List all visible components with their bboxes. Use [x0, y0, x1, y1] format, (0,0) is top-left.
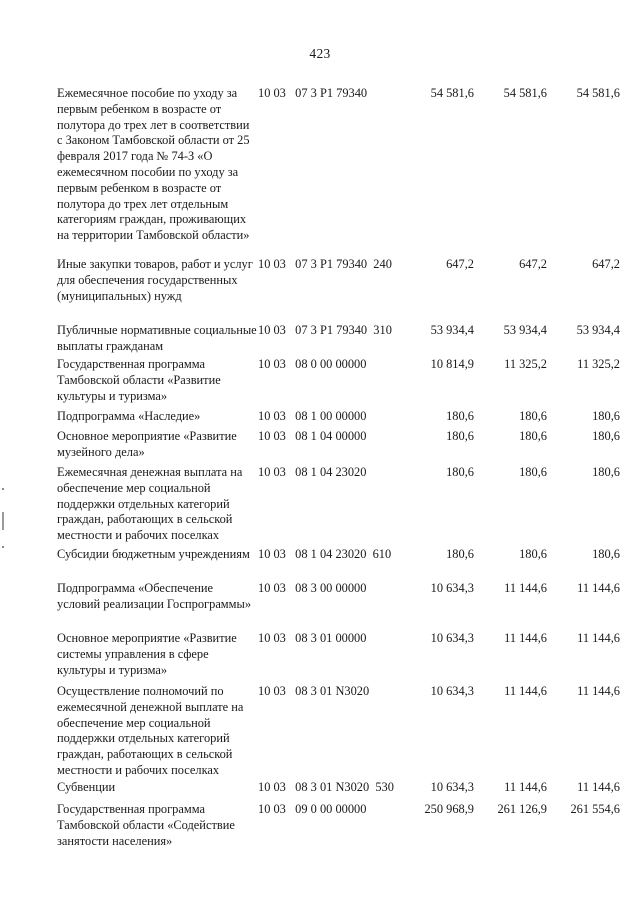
row-value-2: 180,6: [519, 465, 547, 479]
row-value-2: 11 144,6: [504, 581, 547, 595]
row-code: 10 03 08 1 04 23020: [258, 465, 367, 479]
table-row: [0, 357, 640, 409]
row-code: 10 03 08 1 00 00000: [258, 409, 367, 423]
row-value-1: 54 581,6: [430, 86, 474, 100]
row-code: 10 03 08 0 00 00000: [258, 357, 367, 371]
row-name: Осуществление полномочий по ежемесячной денежной выплате на обеспечение мер социальной поддержки отдельных категорий граждан, работающих в сельской местности и рабочих поселках: [57, 684, 244, 777]
row-value-3: 261 554,6: [570, 802, 620, 816]
row-value-3: 11 144,6: [577, 631, 620, 645]
row-value-2: 11 144,6: [504, 631, 547, 645]
table-row: [0, 684, 640, 780]
row-code: 10 03 08 3 01 N3020: [258, 684, 370, 698]
row-code: 10 03 08 1 04 00000: [258, 429, 367, 443]
row-value-1: 10 814,9: [430, 357, 474, 371]
row-value-3: 180,6: [592, 547, 620, 561]
row-value-2: 11 144,6: [504, 780, 547, 794]
table-row: [0, 86, 640, 257]
row-code: 10 03 07 3 P1 79340: [258, 86, 368, 100]
row-value-1: 10 634,3: [430, 631, 474, 645]
row-value-1: 180,6: [446, 465, 474, 479]
table-row: [0, 429, 640, 465]
row-code: 10 03 07 3 P1 79340 240: [258, 257, 392, 271]
row-name: Субсидии бюджетным учреждениям: [57, 547, 250, 561]
row-value-1: 10 634,3: [430, 684, 474, 698]
row-value-3: 647,2: [592, 257, 620, 271]
budget-table: [0, 86, 640, 854]
table-row: [0, 547, 640, 581]
row-value-1: 180,6: [446, 409, 474, 423]
table-row: [0, 257, 640, 323]
row-code: 10 03 09 0 00 00000: [258, 802, 367, 816]
table-row: [0, 409, 640, 429]
table-row: [0, 323, 640, 357]
row-value-1: 250 968,9: [424, 802, 474, 816]
row-value-3: 180,6: [592, 409, 620, 423]
row-name: Субвенции: [57, 780, 116, 794]
row-value-3: 54 581,6: [576, 86, 620, 100]
row-value-1: 10 634,3: [430, 581, 474, 595]
row-code: 10 03 08 3 00 00000: [258, 581, 367, 595]
row-value-3: 53 934,4: [576, 323, 620, 337]
row-name: Государственная программа Тамбовской области «Содействие занятости населения»: [57, 802, 235, 848]
row-code: 10 03 07 3 P1 79340 310: [258, 323, 392, 337]
row-value-3: 11 144,6: [577, 581, 620, 595]
row-value-2: 53 934,4: [503, 323, 547, 337]
row-name: Иные закупки товаров, работ и услуг для обеспечения государственных (муниципальных) нужд: [57, 257, 253, 303]
row-value-3: 180,6: [592, 465, 620, 479]
table-row: [0, 581, 640, 631]
row-value-3: 11 144,6: [577, 684, 620, 698]
row-name: Основное мероприятие «Развитие музейного дела»: [57, 429, 237, 459]
row-value-3: 11 144,6: [577, 780, 620, 794]
table-row: [0, 465, 640, 547]
row-name: Публичные нормативные социальные выплаты гражданам: [57, 323, 257, 353]
row-code: 10 03 08 3 01 N3020 530: [258, 780, 394, 794]
row-value-1: 647,2: [446, 257, 474, 271]
row-value-2: 180,6: [519, 409, 547, 423]
page-number: 423: [309, 46, 331, 61]
row-name: Подпрограмма «Наследие»: [57, 409, 201, 423]
row-value-2: 11 325,2: [504, 357, 547, 371]
row-value-3: 180,6: [592, 429, 620, 443]
row-value-2: 180,6: [519, 547, 547, 561]
table-row: [0, 780, 640, 802]
row-name: Государственная программа Тамбовской области «Развитие культуры и туризма»: [57, 357, 221, 403]
row-value-1: 53 934,4: [430, 323, 474, 337]
table-row: [0, 802, 640, 854]
row-name: Основное мероприятие «Развитие системы управления в сфере культуры и туризма»: [57, 631, 237, 677]
row-name: Ежемесячная денежная выплата на обеспечение мер социальной поддержки отдельных категорий граждан, работающих в сельской местности и рабочих поселках: [57, 465, 243, 543]
table-row: [0, 631, 640, 684]
row-name: Ежемесячное пособие по уходу за первым ребенком в возрасте от полутора до трех лет в соответствии с Законом Тамбовской области от 25 февраля 2017 года № 74-З «О ежемесячном пособии по уходу за первым ребенком в возрасте от полутора до трех лет отдельным категориям граждан, проживающих на территории Тамбовской области»: [57, 86, 250, 243]
row-value-3: 11 325,2: [577, 357, 620, 371]
row-value-2: 261 126,9: [497, 802, 547, 816]
row-value-2: 54 581,6: [503, 86, 547, 100]
row-value-1: 180,6: [446, 429, 474, 443]
row-value-1: 180,6: [446, 547, 474, 561]
row-value-2: 11 144,6: [504, 684, 547, 698]
row-code: 10 03 08 3 01 00000: [258, 631, 367, 645]
row-value-2: 180,6: [519, 429, 547, 443]
row-value-1: 10 634,3: [430, 780, 474, 794]
row-code: 10 03 08 1 04 23020 610: [258, 547, 392, 561]
row-name: Подпрограмма «Обеспечение условий реализации Госпрограммы»: [57, 581, 252, 611]
row-value-2: 647,2: [519, 257, 547, 271]
